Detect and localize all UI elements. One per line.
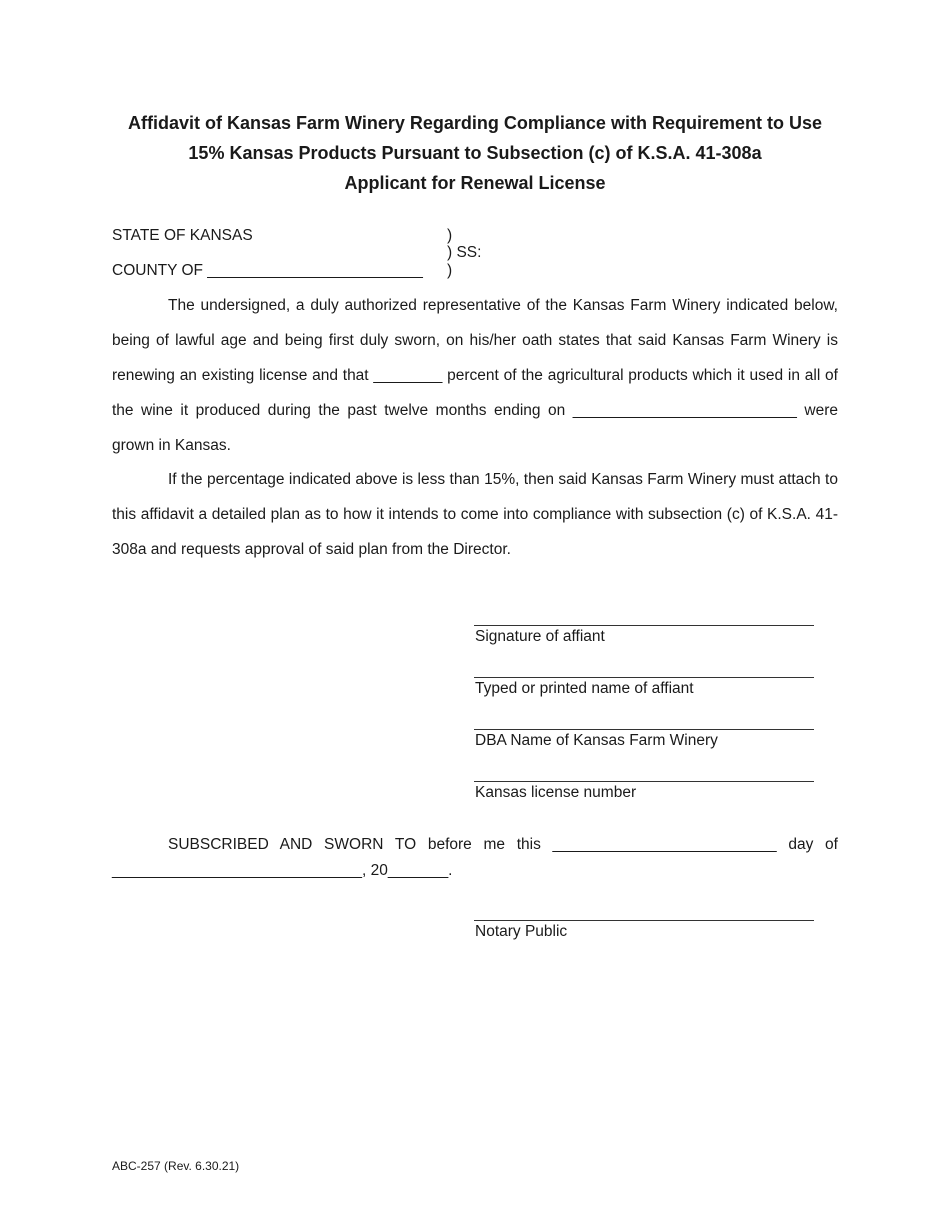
notary-signature-line xyxy=(474,920,814,921)
venue-paren-top: ) xyxy=(447,227,453,244)
title-line-3: Applicant for Renewal License xyxy=(344,173,606,193)
affiant-signature-label: Signature of affiant xyxy=(475,628,605,645)
sworn-statement-line-2: _____________________________, 20_______. xyxy=(112,862,453,879)
sworn-statement-line-1: SUBSCRIBED AND SWORN TO before me this __________________________ day of xyxy=(168,836,838,853)
venue-paren-bottom: ) xyxy=(447,262,453,279)
venue-ss: ) SS: xyxy=(447,244,482,261)
affidavit-paragraph-2: If the percentage indicated above is less than 15%, then said Kansas Farm Winery must attach to this affidavit a detailed plan as to how it intends to come into compliance with subsection (c) of K.S.A. 41-308a and requests approval of said plan from the Director. xyxy=(112,471,838,558)
county-label: COUNTY OF _________________________ xyxy=(112,262,423,279)
affiant-name-label: Typed or printed name of affiant xyxy=(475,680,694,697)
notary-public-label: Notary Public xyxy=(475,923,568,940)
dba-name-label: DBA Name of Kansas Farm Winery xyxy=(475,732,718,749)
affiant-signature-line xyxy=(474,625,814,626)
title-line-1: Affidavit of Kansas Farm Winery Regarding Compliance with Requirement to Use xyxy=(128,113,822,133)
affidavit-paragraph-1: The undersigned, a duly authorized representative of the Kansas Farm Winery indicated below, being of lawful age and being first duly sworn, on his/her oath states that said Kansas Farm Winery is renewing an existing license and that ________ percent of the agricultural products which it used in all of the wine it produced during the past twelve months ending on __________________________ were grown in Kansas. xyxy=(112,297,838,454)
license-number-line xyxy=(474,781,814,782)
title-line-2: 15% Kansas Products Pursuant to Subsection (c) of K.S.A. 41-308a xyxy=(188,143,762,163)
license-number-label: Kansas license number xyxy=(475,784,637,801)
dba-name-line xyxy=(474,729,814,730)
affiant-name-line xyxy=(474,677,814,678)
form-number: ABC-257 (Rev. 6.30.21) xyxy=(112,1159,240,1173)
state-label: STATE OF KANSAS xyxy=(112,227,253,244)
